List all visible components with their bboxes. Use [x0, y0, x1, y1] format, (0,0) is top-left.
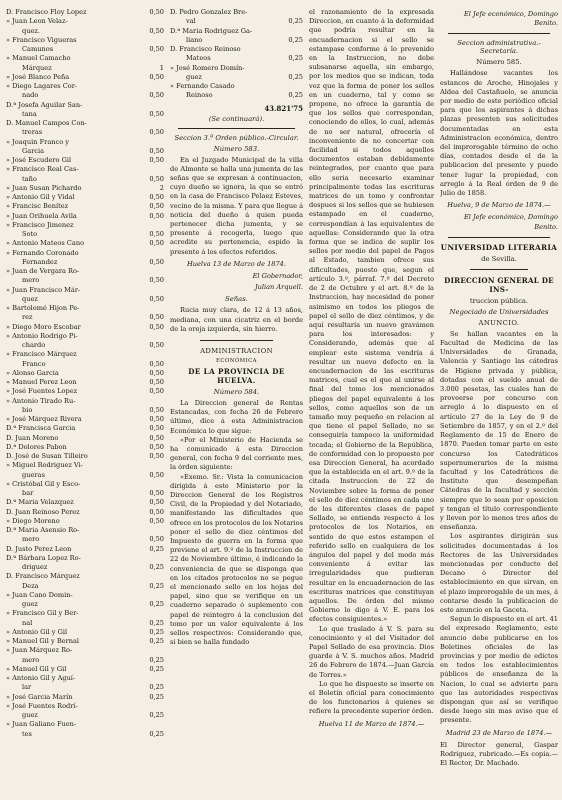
- list-item-name: mero: [22, 535, 40, 544]
- notice-paragraph: Segun lo dispuesto en el art. 41 del expresado Reglamento, este anuncio debe publicarse en los Boletines oficiales de las provincias y por medio de edictos en todos los establecimientos públicos de enseñanza de la Nacion, lo cual se advierte para que las autoridades respectivas dispongan que así se verifique desde luego sin mas aviso que el presente.: [440, 615, 558, 725]
- notice-paragraph: Lo que traslado á V. S. para su conocimiento y el del Visitador del Papel Sellado de esa provincia. Dios guarde á V. S. muchos años. Madrid 26 de Febrero de 1874.—Juan García de Torres.»: [309, 624, 434, 679]
- column-3: [309, 8, 434, 732]
- divider: [200, 340, 273, 341]
- list-item: [6, 350, 164, 359]
- list-item: [6, 147, 164, 156]
- list-item-name: D. Francisco Reinoso: [170, 45, 241, 53]
- list-item-name: D. Manuel Campos Con-: [6, 119, 87, 127]
- list-item-amount: 0,50: [149, 433, 164, 442]
- list-item: [170, 82, 303, 91]
- list-item-name: bio: [22, 405, 33, 414]
- list-item-amount: 0,25: [149, 729, 164, 738]
- list-item-name: » Joaquin Franco y: [6, 137, 69, 146]
- list-item-amount: 0,25: [149, 683, 164, 692]
- list-item-amount: 0,25: [288, 54, 303, 63]
- list-item-name: D. Juan Reinoso Perez: [6, 507, 80, 516]
- list-item-name: bar: [22, 489, 34, 497]
- list-item-name: D.ª Dolores Pabon: [6, 442, 67, 451]
- list-item: [170, 91, 303, 100]
- notice-number: Número 584.: [213, 387, 260, 396]
- list-item-name: D. Francisco Márquez: [6, 572, 80, 581]
- list-item-name: lar: [22, 683, 32, 692]
- list-item: [6, 175, 164, 184]
- signature-paragraph: El Director general, Gaspar Rodriguez, rubricado.—Es copia.—El Rector, Dr. Machado.: [440, 740, 558, 768]
- list-item-name: rez: [22, 313, 33, 322]
- notice-paragraph: La Direccion general de Rentas Estancadas, con fecha 26 de Febrero último, dice á esta Administracion Económica lo que sigue:: [170, 398, 303, 435]
- list-item: [6, 711, 164, 720]
- list-item-name: Fernandez: [22, 257, 58, 266]
- list-item-amount: 0,50: [149, 368, 164, 377]
- list-item-amount: 0,50: [149, 257, 164, 266]
- list-item-name: » Francisco Real Cas-: [6, 165, 79, 174]
- list-item-name: » Bartolomé Hijon Pe-: [6, 304, 80, 312]
- list-item-amount: 0,50: [149, 452, 164, 460]
- list-item-name: » Antonio Mateos Cano: [6, 239, 85, 248]
- list-item-name: » Manuel Perez Leon: [6, 378, 77, 386]
- list-item: [6, 286, 164, 295]
- list-item-name: » Antonio Gil y Vidal: [6, 193, 75, 201]
- notice-paragraph: «Exemo. Sr.: Vista la comunicacion dirigida á este Ministerio por la Direccion General de los Registros Civil, de la Propiedad y del Notariado, manifestando las dificultades que ofrece en los protocolos de los Notarios poner el sello de diez céntimos del Impuesto de guerra en la forma que previene el art. 9.º de la Instruccion de 22 de Noviembre último, é indicando la conveniencia de que se disponga que en los citados protocolos no se pegue el mencionado sello en los hojas del papel, sino que se verifique en un cuaderno separado ó suplemento con papel de reintegro á la conclusion del tomo por un valor equivalente á los sellos respectivos: Considerando que, si bien se halla fundado: [170, 472, 303, 647]
- admin-province: DE LA PROVINCIA DE HUELVA.: [188, 366, 285, 385]
- admin-heading: ADMINISTRACION: [200, 346, 273, 355]
- list-item: [6, 54, 164, 63]
- list-item: [6, 415, 164, 424]
- list-item-amount: 0,25: [149, 711, 164, 719]
- list-item: [6, 165, 164, 174]
- contributor-list: [6, 8, 164, 739]
- column-2: [170, 8, 303, 647]
- senas-paragraph: Rucia muy clara, de 12 á 13 años, mediana, con una cicatriz en el borde de la oreja izquierda, sin hierro.: [170, 306, 303, 333]
- list-item-amount: 0,50: [149, 322, 164, 331]
- list-item: [6, 45, 164, 54]
- list-item-name: tana: [22, 109, 37, 118]
- list-item-amount: 0,50: [149, 146, 164, 155]
- list-item: [6, 582, 164, 591]
- list-item-amount: 0,25: [149, 637, 164, 645]
- list-item-name: tes: [22, 729, 32, 738]
- list-item-amount: 0,25: [149, 618, 164, 627]
- admin-subheading: ECONÓMICA: [216, 357, 257, 364]
- list-item-amount: 0,50: [149, 507, 164, 516]
- list-item-name: D.ª Maria Velazquez: [6, 498, 74, 507]
- list-item-amount: 0,50: [149, 470, 164, 479]
- notice-paragraph: el razonamiento de la expresada Direccion, en cuanto á la deformidad que podría resultar en la encuadernacion si el sello se estampase conforme á lo prevenido en la Instruccion, no debe subsanarse aquella, sin embargo, por los medios que se indican, toda vez que la forma de poner los sellos en un cuaderno, tal y como se propone, no ofrece la garantía de que los sellos que correspondan, conociendo de ellos, lo cual, además de no ser natural, ofrecería el inconveniente de no concertar con facilidad si todos aquellos documentos estaban debidamente reintegrados, por cuanto que para ello seria necesario examinar principalmente todas las escrituras matrices de un tomo y confrontar despues si los sellos que se hubiesen estampado en el cuaderno, correspondían á las equivalentes de aquellas: Considerando que la otra forma que se indica de suplir los sellos por medio del papel de Pagos al Estado, tambien ofrece sus dificultades, puesto que, segun el artículo 3.º, párraf. 7.º del Decreto de 2 de Octubre y el art. 8.º de la Instruccion, hay necesidad de poner asimismo en todos los pliegos de papel el sello de diez céntimos, y de aquí resultaría un nuevo gravámen para los interesados: y Considerando, además que al emplear este sistema vendría á resultar un nuevo defecto en la encuadernacion de las escrituras matrices, cual es el que al unirse al final del tomo los mencionados pliegos del papel equivalente á los sellos, como aquellos son de un tamaño muy pequeño en relacion al que tiene el papel Sellado, no se conseguiría tampoco la uniformidad tocada; el Gobierno de la República, de conformidad con lo propuesto por esa Direccion General, ha acordado que la establecida en el art. 9.º de la citada Instruccion de 22 de Noviembre sobre la forma de poner el sello de diez céntimos en cada uno de los diferentes clases de papel Sellado, se entienda respecto á los protocolos de los Notarios, en sentido de que estos estampen el referido sello en cualquiera de los ángulos del papel y del modo más conveniente á evitar las irregularidades que pudieran resultar en la encuadernacion de las escrituras matrices que constituyan aquellos. De órden del mismo Gobierno lo digo á V. E. para los efectos consiguientes.»: [309, 8, 434, 624]
- list-item: [6, 572, 164, 581]
- list-item-name: » Manuel Camacho: [6, 54, 71, 63]
- contributor-list-continued: [170, 8, 303, 101]
- list-item: [6, 443, 164, 452]
- list-item-name: treras: [22, 128, 43, 137]
- list-item-name: D.ª Maria Rodriguez Ga-: [170, 26, 253, 35]
- list-item-name: » Juan Márquez Ro-: [6, 646, 73, 655]
- list-item: [6, 554, 164, 563]
- list-item: [170, 45, 303, 54]
- list-item-name: » Francisco Márquez: [6, 350, 77, 359]
- list-item-amount: 0,25: [288, 91, 303, 100]
- list-item-amount: 0,50: [149, 405, 164, 414]
- list-item-name: quez: [22, 294, 38, 303]
- list-item: [6, 8, 164, 17]
- divider: [448, 237, 550, 238]
- list-item-amount: 0,50: [149, 45, 164, 53]
- list-item-amount: 0,50: [149, 313, 164, 322]
- list-item-name: chardo: [22, 341, 46, 349]
- list-item-name: » José Garcia Marín: [6, 692, 73, 701]
- list-item-amount: 0,50: [149, 109, 164, 118]
- list-item: [6, 674, 164, 683]
- list-item-amount: 2: [159, 183, 164, 192]
- direction-subheading: truccion pública.: [469, 296, 529, 305]
- list-item: [6, 101, 164, 110]
- list-item-name: liano: [186, 35, 203, 44]
- list-item-name: » Antonio Tirado Ru-: [6, 396, 76, 405]
- notice-paragraph: Se hallan vacantes en la Facultad de Medicina de las Universidades de Granada, Valencia y Santiago las cátedras de Higiene privada y pública, dotadas con el sueldo anual de 3.000 pesetas, las cuales han de proveerse por concurso con arreglo á lo dispuesto en el artículo 27 de la Ley de 9 de Setiembre de 1857, y en el 2.º del Reglamento de 15 de Enero de 1870. Pueden tomar parte en este concurso los Catedráticos supernumerarios de la misma facultad y los Catedráticos de Instituto que desempeñan Cátedras de la facultad y sección siempre que lo sean por oposicion y tengan el título correspondiente y lleven por lo menos tres años de enseñanza.: [440, 329, 558, 532]
- list-item-name: Reinoso: [186, 91, 213, 100]
- list-item: [6, 82, 164, 91]
- list-item: [6, 341, 164, 350]
- list-item-name: D. Pedro Gonzalez Bre-: [170, 8, 248, 16]
- list-item: [6, 258, 164, 267]
- senas-heading: Señas.: [225, 295, 248, 304]
- list-item: [6, 452, 164, 461]
- list-item-amount: 0,50: [149, 202, 164, 211]
- list-item: [6, 498, 164, 507]
- list-item-amount: 0,25: [149, 692, 164, 701]
- list-item: [6, 323, 164, 332]
- list-item-name: Márquez: [22, 63, 52, 72]
- list-item: [6, 17, 164, 26]
- list-item-name: quez.: [22, 26, 40, 35]
- list-item: [6, 276, 164, 285]
- notice-number: Número 585.: [476, 58, 522, 67]
- list-item-amount: 0,50: [149, 387, 164, 396]
- list-item: [6, 702, 164, 711]
- list-item: [6, 64, 164, 73]
- notice-number: Número 583.: [213, 144, 260, 153]
- list-item-amount: 0,50: [149, 442, 164, 451]
- list-item: [6, 471, 164, 480]
- list-item: [6, 489, 164, 498]
- list-item-amount: 0,25: [288, 17, 303, 26]
- list-item: [170, 8, 303, 17]
- list-total: 43.821'75: [264, 103, 303, 113]
- list-item-amount: 0,25: [149, 600, 164, 608]
- list-item: [6, 267, 164, 276]
- list-item: [6, 563, 164, 572]
- list-item-name: » Cristóbal Gil y Esco-: [6, 479, 81, 488]
- list-item-amount: 0,50: [149, 341, 164, 349]
- list-item-amount: 0,50: [149, 239, 164, 248]
- list-item-name: Deza: [22, 581, 39, 590]
- list-item-name: D.ª Josefa Aguilar San-: [6, 100, 83, 109]
- list-item-name: val: [186, 17, 196, 26]
- list-item: [6, 193, 164, 202]
- list-item-amount: 0,25: [149, 655, 164, 664]
- list-item: [170, 27, 303, 36]
- list-item: [6, 212, 164, 221]
- list-item: [6, 304, 164, 313]
- list-item: [6, 73, 164, 82]
- list-item-name: Camunos: [22, 45, 54, 53]
- list-item-amount: 0,50: [149, 211, 164, 220]
- notice-paragraph: Lo que he dispuesto se inserte en el Boletín oficial para conocimiento de los funcionarios á quienes se refiere la precedente superior órden.: [309, 679, 434, 716]
- list-item: [6, 461, 164, 470]
- list-item-amount: 0,25: [288, 35, 303, 44]
- list-item-name: guez: [22, 711, 38, 719]
- list-item-amount: 0,50: [149, 193, 164, 201]
- list-item: [6, 434, 164, 443]
- list-item-amount: 0,50: [149, 156, 164, 164]
- list-item-name: » José Escudero Gil: [6, 156, 72, 164]
- list-item-name: » Manuel Gil y Bernal: [6, 637, 80, 645]
- list-item: [170, 36, 303, 45]
- list-item-name: » Antonio Rodrigo Pi-: [6, 331, 78, 340]
- list-item-name: D.ª Francisca Garcia: [6, 424, 76, 433]
- list-item-amount: 0,50: [149, 8, 164, 16]
- list-item: [6, 619, 164, 628]
- list-item-name: » Juan Francisco Már-: [6, 285, 81, 294]
- list-item: [6, 230, 164, 239]
- notice-paragraph: «Por el Ministerio de Hacienda se ha comunicado á esta Direccion general, con fecha 9 del corriente mes, la órden siguiente:: [170, 435, 303, 472]
- list-item: [170, 73, 303, 82]
- list-item: [6, 202, 164, 211]
- list-item: [6, 517, 164, 526]
- notice-paragraph: En el Juzgado Municipal de la villa de Almonte se halla una jumenta de las señas que se expresan á continuacion, cuyo dueño se ignora, la que se entró en la casa de Francisco Pelaez Esteves, vecino de la misma. Y para que llegue á noticia del dueño á quien pueda pertenecer dicha jumenta, y se presente á recogerla, luego que acredite su pertenencia, espido la presente á los efectos referidos.: [170, 155, 303, 256]
- list-item: [170, 64, 303, 73]
- list-item-name: » Juan Galiano Fuen-: [6, 720, 77, 729]
- list-item: [6, 508, 164, 517]
- anuncio-heading: ANUNCIO.: [478, 318, 520, 327]
- list-item: [6, 239, 164, 248]
- list-item: [6, 720, 164, 729]
- list-item: [6, 360, 164, 369]
- list-item: [6, 378, 164, 387]
- list-item-name: mero: [22, 655, 40, 664]
- list-item-amount: 0,50: [149, 174, 164, 183]
- university-heading: UNIVERSIDAD LITERARIA: [440, 242, 558, 252]
- list-item: [6, 535, 164, 544]
- list-item-name: » José Blanco Peña: [6, 72, 70, 81]
- list-item-amount: 0,25: [149, 544, 164, 553]
- list-item: [6, 637, 164, 646]
- list-item-amount: 0,50: [149, 128, 164, 137]
- divider: [448, 33, 550, 34]
- signature-title: El Gobernador,: [252, 271, 303, 280]
- list-item: [6, 156, 164, 165]
- list-item-name: » Juan Susan Pichardo: [6, 183, 82, 192]
- signature-line: El Jefe económico, Domingo Benito.: [463, 213, 558, 231]
- notice-paragraph: Hallándose vacantes los estancos de Aroche, Hinojales y Aldea del Castañuelo, se anuncia por medio de este periódico oficial para que los aspirantes á dichas plazas presenten sus solicitudes documentadas en esta Administracion económica, dentro del improrogable término de ocho días, contados desde el de la publicacion del presente y puedo tener lugar la propiedad, con arreglo á la Real órden de 9 de Julio de 1858.: [440, 69, 558, 198]
- list-item-name: Garcia: [22, 146, 45, 155]
- list-item-name: taño: [22, 174, 37, 183]
- list-item: [170, 17, 303, 26]
- list-item-name: » José Fuentes Rodrí-: [6, 701, 78, 710]
- list-item: [6, 628, 164, 637]
- notice-date: Huelva 13 de Marzo de 1874.: [187, 259, 286, 268]
- list-item: [6, 110, 164, 119]
- list-item-amount: 0,50: [149, 72, 164, 81]
- list-item-name: » Diego Lagares Cor-: [6, 82, 78, 90]
- list-item-amount: 0,50: [149, 276, 164, 285]
- list-item: [6, 36, 164, 45]
- list-item-name: » Diego Moro Escobar: [6, 322, 81, 331]
- list-item: [6, 138, 164, 147]
- list-item-name: » José Romero Domín-: [170, 63, 245, 72]
- list-item: [6, 730, 164, 739]
- list-item-amount: 0,50: [149, 91, 164, 100]
- list-item: [6, 27, 164, 36]
- list-item: [6, 128, 164, 137]
- list-item-name: nal: [22, 618, 33, 627]
- list-item: [6, 332, 164, 341]
- list-item-name: guez: [22, 600, 38, 608]
- list-item-amount: 0,50: [149, 378, 164, 386]
- list-item-name: » Francisco Jimenez: [6, 220, 74, 229]
- list-item-amount: 0,25: [149, 627, 164, 636]
- list-item-amount: 0,50: [149, 489, 164, 497]
- divider: [178, 128, 295, 129]
- list-item: [6, 480, 164, 489]
- direction-heading: DIRECCION GENERAL DE INS-: [444, 275, 554, 294]
- list-item-name: nado: [22, 91, 39, 100]
- list-item-amount: 0,50: [149, 415, 164, 423]
- list-item-name: » Juan Leon Velaz-: [6, 17, 68, 26]
- list-item: [6, 646, 164, 655]
- list-item-name: Franco: [22, 359, 46, 368]
- university-city: de Sevilla.: [481, 254, 517, 263]
- negociado-heading: Negociado de Universidades: [449, 307, 549, 316]
- list-item-amount: 0,25: [149, 664, 164, 673]
- list-item-name: » José Márquez Rivera: [6, 415, 82, 423]
- continued-note: (Se continuará).: [208, 114, 265, 123]
- list-item-name: » Diego Moreno: [6, 516, 60, 525]
- list-item: [6, 424, 164, 433]
- divider: [470, 269, 528, 270]
- list-item: [6, 406, 164, 415]
- notice-paragraph: Los aspirantes dirigirán sus solicitudes documentadas á los Rectores de las Universidades mencionadas por conducto del Decano ó Director del establecimiento en que sirvan, en el plazo improrogable de un mes, á contarse desde la publicacion de este anuncio en la Gaceta.: [440, 532, 558, 614]
- list-item: [6, 526, 164, 535]
- list-item-amount: 0,50: [149, 26, 164, 35]
- list-item-name: » Juan de Vergara Ro-: [6, 267, 80, 275]
- list-item-name: D.ª Bárbara Lopez Ro-: [6, 553, 81, 562]
- list-item-name: » Fernando Casado: [170, 82, 235, 90]
- notice-date: Huelva 11 de Marzo de 1874.—: [318, 719, 425, 728]
- list-item-amount: 0,50: [149, 359, 164, 368]
- list-item: [6, 683, 164, 692]
- list-item: [6, 656, 164, 665]
- list-item-name: D. Juan Moreno: [6, 433, 59, 442]
- list-item: [6, 249, 164, 258]
- list-item-amount: 0,25: [149, 581, 164, 590]
- list-item-name: » Fernando Coronado: [6, 248, 79, 257]
- list-item-name: » Francisc Benítez: [6, 202, 69, 211]
- list-item-amount: 1: [159, 63, 164, 72]
- list-item: [6, 369, 164, 378]
- notice-date: Madrid 23 de Marzo de 1874.—: [445, 728, 553, 737]
- list-item: [6, 295, 164, 304]
- list-item-name: Soto: [22, 230, 38, 238]
- notice-date: Huelva, 9 de Marzo de 1874.—: [447, 201, 551, 210]
- list-item-name: » Alonso Garcia: [6, 368, 59, 377]
- list-item: [6, 545, 164, 554]
- list-item: [6, 591, 164, 600]
- list-item-name: driguez: [22, 563, 48, 571]
- list-item-amount: 0,50: [149, 498, 164, 507]
- list-item: [6, 397, 164, 406]
- list-item-name: Mateos: [186, 54, 211, 63]
- list-item: [170, 54, 303, 63]
- list-item-name: D.ª Maria Asensio Ro-: [6, 526, 80, 534]
- list-item: [6, 91, 164, 100]
- list-item-amount: 0,50: [149, 516, 164, 525]
- column-4: [440, 8, 558, 768]
- list-item-amount: 0,50: [149, 230, 164, 238]
- list-item-name: » José Fuentes Lopez: [6, 387, 78, 396]
- section-title: Seccion administrativa.- Secretaría.: [457, 39, 541, 56]
- list-item-name: » Miguel Rodriguez Vi-: [6, 461, 83, 470]
- list-item-amount: 0,50: [149, 535, 164, 544]
- list-item-name: guez: [186, 72, 202, 81]
- list-item: [6, 221, 164, 230]
- section-title: Seccion 3.ª Orden público.-Circular.: [174, 133, 299, 142]
- list-item: [6, 387, 164, 396]
- list-item-amount: 0,50: [149, 424, 164, 433]
- list-item-name: » Manuel Gil y Gil: [6, 664, 67, 673]
- list-item-amount: 0,25: [288, 72, 303, 81]
- signature-line: El Jefe económico, Domingo Benito.: [463, 10, 558, 28]
- list-item: [6, 184, 164, 193]
- list-item-name: » Francisco Vigueras: [6, 35, 77, 44]
- list-item-amount: 0,25: [149, 563, 164, 571]
- list-item-amount: 0,50: [149, 294, 164, 303]
- list-item-name: » Juan Orihuela Avila: [6, 211, 77, 220]
- list-item-name: D. Justo Perez Leon: [6, 544, 72, 553]
- list-item-name: » Antonio Gil y Gil: [6, 627, 68, 636]
- list-item-name: mero: [22, 276, 40, 285]
- list-item-name: D. José de Susan Tilleiro: [6, 452, 88, 460]
- list-item: [6, 119, 164, 128]
- list-item: [6, 600, 164, 609]
- list-item: [6, 609, 164, 618]
- list-item-name: gueras: [22, 470, 45, 479]
- list-item-name: D. Francisco Floy Lopez: [6, 8, 87, 16]
- list-item: [6, 665, 164, 674]
- signature-name: Julian Arquell.: [255, 283, 303, 292]
- list-item-name: » Antonio Gil y Aguí-: [6, 674, 76, 682]
- list-item-name: » Juan Cano Domin-: [6, 590, 73, 599]
- list-item: [6, 693, 164, 702]
- list-item-name: » Francisco Gil y Ber-: [6, 609, 79, 618]
- list-item: [6, 313, 164, 322]
- column-1: [6, 8, 164, 739]
